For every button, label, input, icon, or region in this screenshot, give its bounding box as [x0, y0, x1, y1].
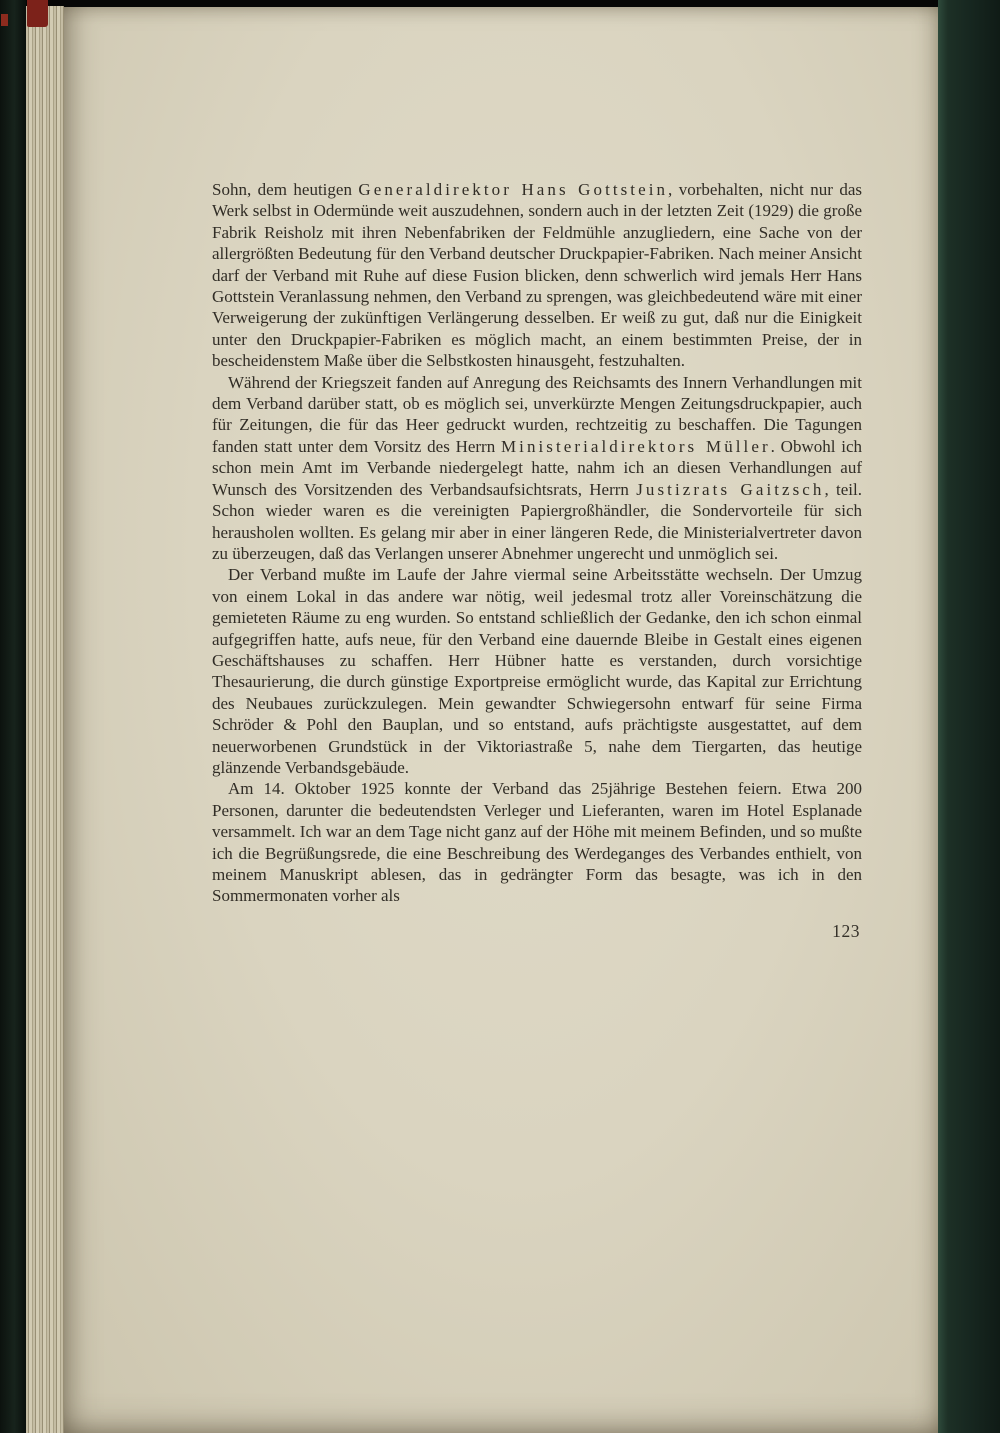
body-text: , teil. Schon wieder waren es die vereinigten Papiergroßhändler, die Sondervorteile für sich herausholen wollten. Es gelang mir aber in einer längeren Rede, die Ministerialvertreter davon zu überzeugen, daß das Verlangen unserer Abnehmer ungerecht und unmöglich sei. [212, 479, 863, 563]
body-text: , vorbehalten, nicht nur das Werk selbst in Odermünde weit auszudehnen, sondern auch in der letzten Zeit (1929) die große Fabrik Reisholz mit ihren Nebenfabriken der Feldmühle anzugliedern, eine Sache von der allergrößten Bedeutung für den Verband deutscher Druckpapier-Fabriken. Nach meiner Ansicht darf der Verband mit Ruhe auf diese Fusion blicken, denn schwerlich wird jemals Herr Hans Gottstein Veranlassung nehmen, den Verband zu sprengen, was gleichbedeutend wäre mit einer Verweigerung der zukünftigen Verlängerung desselben. Er weiß zu gut, daß nur die Einigkeit unter den Druckpapier-Fabriken es möglich macht, an einem bestimmten Preise, der in bescheidenstem Maße über die Selbstkosten hinausgeht, festzuhalten. [212, 180, 862, 371]
page-number: 123 [832, 920, 860, 941]
book-binding-left [0, 0, 26, 1433]
paragraph [212, 179, 862, 372]
book-page [64, 7, 938, 1433]
body-text: . Obwohl ich schon mein Amt im Verbande niedergelegt hatte, nahm ich an diesen Verhandlungen auf Wunsch des Vorsitzenden des Verbandsaufsichtsrats, Herrn [212, 436, 862, 499]
body-text: Der Verband mußte im Laufe der Jahre viermal seine Arbeitsstätte wechseln. Der Umzug von einem Lokal in das andere war nötig, weil jedesmal trotz aller Voreinschätzung die gemieteten Räume zu eng wurden. So entstand schließlich der Gedanke, den ich schon einmal aufgegriffen hatte, aufs neue, für den Verband eine dauernde Bleibe in Gestalt eines eigenen Geschäftshauses zu schaffen. Herr Hübner hatte es verstanden, durch vorsichtige Thesaurierung, die durch günstige Exportpreise ermöglicht wurde, das Kapital zur Errichtung des Neubaues zurückzulegen. Mein gewandter Schwiegersohn entwarf für seine Firma Schröder & Pohl den Bauplan, und so entstand, aufs prächtigste ausgestattet, auf dem neuerworbenen Grundstück in der Viktoriastraße 5, nahe dem Tiergarten, das heutige glänzende Verbandsgebäude. [212, 565, 862, 777]
emphasized-text: Justizrats Gaitzsch [636, 479, 825, 499]
paragraph [212, 372, 862, 565]
text-block [212, 179, 862, 942]
body-text: Während der Kriegszeit fanden auf Anregung des Reichsamts des Innern Verhandlungen mit dem Verband darüber statt, ob es möglich sei, unverkürzte Mengen Zeitungsdruckpapier, auch für Zeitungen, die für das Heer gedruckt wurden, rechtzeitig zu beschaffen. Die Tagungen fanden statt unter dem Vorsitz des Herrn [212, 372, 862, 456]
red-edge-dot [1, 14, 8, 26]
stacked-page-edges [26, 6, 64, 1433]
paragraphs-container [212, 179, 862, 907]
red-binding-mark [27, 0, 48, 27]
paragraph [212, 564, 862, 778]
body-text: Sohn, dem heutigen [212, 180, 359, 199]
body-text: Am 14. Oktober 1925 konnte der Verband das 25jährige Bestehen feiern. Etwa 200 Personen, darunter die bedeutendsten Verleger und Lieferanten, waren im Hotel Esplanade versammelt. Ich war an dem Tage nicht ganz auf der Höhe mit meinem Befinden, und so mußte ich die Begrüßungsrede, die eine Beschreibung des Werdeganges des Verbandes enthielt, von meinem Manuskript ablesen, das in gedrängter Form das besagte, was ich in den Sommermonaten vorher als [212, 779, 862, 906]
emphasized-text: Ministerialdirektors Müller [500, 436, 771, 456]
book-binding-right [938, 0, 1000, 1433]
emphasized-text: Generaldirektor Hans Gottstein [358, 180, 669, 199]
paragraph [212, 778, 862, 906]
